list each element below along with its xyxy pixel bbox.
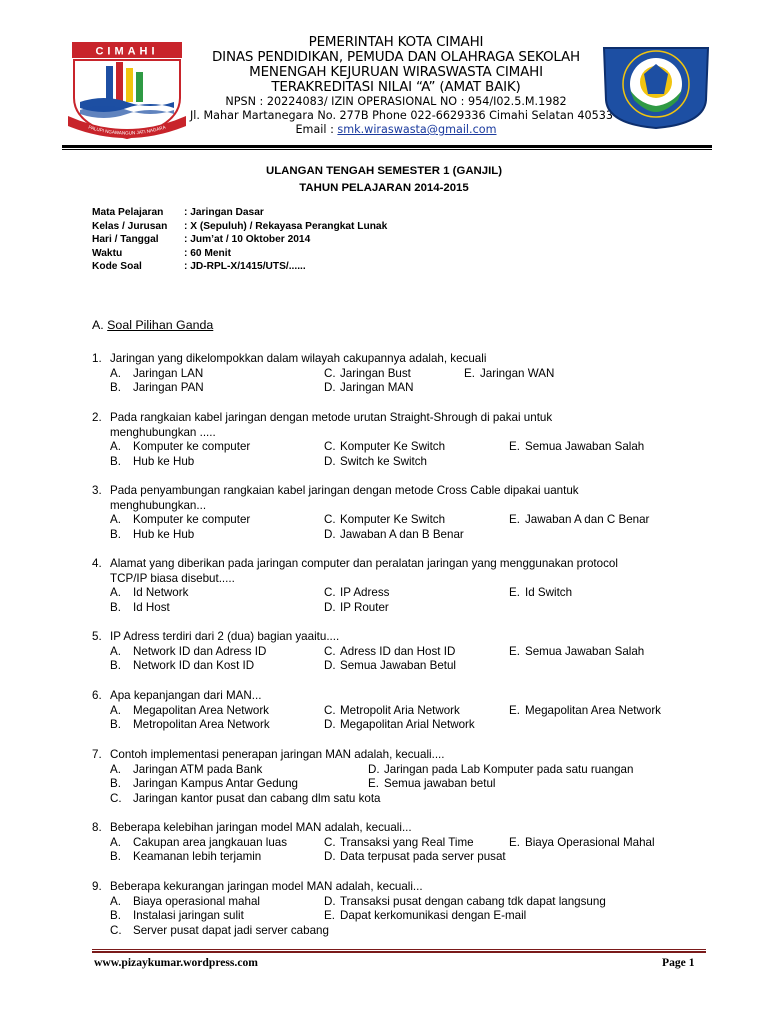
info-key: Kelas / Jurusan — [92, 220, 168, 232]
question-text: Jaringan yang dikelompokkan dalam wilayah cakupannya adalah, kecuali — [110, 352, 487, 365]
question-5: 5. IP Adress terdiri dari 2 (dua) bagian yaaitu.... A. Network ID dan Adress ID C. Adress ID dan Host ID E. Semua Jawaban Salah B. Network ID dan Kost ID D. Semua Jawaban Betul — [92, 630, 645, 673]
footer-page-number: Page 1 — [662, 956, 695, 969]
question-number: 5. — [92, 630, 102, 643]
question-text: Beberapa kelebihan jaringan model MAN adalah, kecuali... — [110, 821, 412, 834]
question-text: IP Adress terdiri dari 2 (dua) bagian yaaitu.... — [110, 630, 340, 643]
question-text: Alamat yang diberikan pada jaringan computer dan peralatan jaringan yang menggunakan protocol — [110, 557, 618, 570]
question-9: 9. Beberapa kekurangan jaringan model MAN adalah, kecuali... A. Biaya operasional mahal D. Transaksi pusat dengan cabang tdk dapat langsung B. Instalasi jaringan sulit E. Dapat kerkomunikasi dengan E-mail C. Server pusat dapat jadi server cabang — [92, 880, 606, 937]
info-value: : X (Sepuluh) / Rekayasa Perangkat Lunak — [184, 220, 388, 232]
info-key: Waktu — [92, 247, 123, 259]
exam-title — [0, 163, 768, 197]
logo-title-text: CIMAHI — [95, 45, 159, 58]
question-number: 7. — [92, 748, 102, 761]
question-8: 8. Beberapa kelebihan jaringan model MAN adalah, kecuali... A. Cakupan area jangkauan luas C. Transaksi yang Real Time E. Biaya Operasional Mahal B. Keamanan lebih terjamin D. Data terpusat pada server pusat — [92, 821, 655, 864]
letterhead-line-3: MENENGAH KEJURUAN WIRASWASTA CIMAHI — [249, 64, 543, 80]
question-number: 2. — [92, 411, 102, 424]
letterhead-line-1: PEMERINTAH KOTA CIMAHI — [308, 34, 484, 50]
cimahi-city-logo — [66, 42, 188, 142]
info-value: : JD-RPL-X/1415/UTS/...... — [184, 261, 306, 272]
info-value: : Jum’at / 10 Oktober 2014 — [184, 234, 311, 245]
question-text: Pada penyambungan rangkaian kabel jaringan dengan metode Cross Cable dipakai uantuk — [110, 484, 579, 497]
info-value: : 60 Menit — [184, 247, 231, 259]
question-number: 3. — [92, 484, 102, 497]
logo-ribbon-text: PALUPI NGAWANGUN JATI NAGARA — [87, 124, 167, 136]
section-letter: A. — [92, 318, 104, 332]
question-text: Pada rangkaian kabel jaringan dengan metode urutan Straight-Shrough di pakai untuk — [110, 411, 553, 424]
question-text-cont: TCP/IP biasa disebut..... — [110, 571, 235, 585]
question-6: 6. Apa kepanjangan dari MAN... A. Megapolitan Area Network C. Metropolit Aria Network E. Megapolitan Area Network B. Metropolitan Area Network D. Megapolitan Arial Network — [92, 689, 661, 732]
letterhead-email-line — [190, 123, 602, 137]
question-4: 4. Alamat yang diberikan pada jaringan computer dan peralatan jaringan yang menggunakan protocol TCP/IP biasa disebut..... A. Id Network C. IP Adress E. Id Switch B. Id Host D. IP Router — [92, 557, 618, 614]
question-number: 6. — [92, 689, 102, 702]
exam-title-line-2: TAHUN PELAJARAN 2014-2015 — [299, 182, 469, 194]
question-text: Apa kepanjangan dari MAN... — [110, 689, 262, 702]
question-number: 1. — [92, 352, 102, 365]
letterhead — [190, 34, 613, 137]
question-3: 3. Pada penyambungan rangkaian kabel jaringan dengan metode Cross Cable dipakai uantuk menghubungkan... A. Komputer ke computer C. Komputer Ke Switch E. Jawaban A dan C Benar B. Hub ke Hub D. Jawaban A dan B Benar — [92, 484, 650, 541]
footer-rule — [92, 949, 706, 950]
question-number: 4. — [92, 557, 102, 570]
letterhead-line-2: DINAS PENDIDIKAN, PEMUDA DAN OLAHRAGA SEKOLAH — [211, 49, 580, 65]
letterhead-line-4: TERAKREDITASI NILAI “A” (AMAT BAIK) — [271, 79, 521, 95]
info-key: Hari / Tanggal — [92, 234, 159, 245]
question-2: 2. Pada rangkaian kabel jaringan dengan metode urutan Straight-Shrough di pakai untuk menghubungkan ..... A. Komputer ke computer C. Komputer Ke Switch E. Semua Jawaban Salah B. Hub ke Hub D. Switch ke Switch — [92, 411, 645, 468]
footer-website[interactable]: www.pizaykumar.wordpress.com — [94, 956, 258, 969]
footer-rule-thick — [92, 951, 706, 953]
letterhead-npsn: NPSN : 20224083/ IZIN OPERASIONAL NO : 954/I02.5.M.1982 — [225, 95, 567, 108]
question-text: Contoh implementasi penerapan jaringan MAN adalah, kecuali.... — [110, 748, 445, 761]
section-header — [92, 318, 213, 332]
email-link[interactable]: smk.wiraswasta@gmail.com — [337, 123, 497, 136]
letterhead-rule-thick — [62, 145, 712, 148]
info-value: : Jaringan Dasar — [184, 207, 264, 218]
question-7: 7. Contoh implementasi penerapan jaringan MAN adalah, kecuali.... A. Jaringan ATM pada Bank D. Jaringan pada Lab Komputer pada satu ruangan B. Jaringan Kampus Antar Gedung E. Semua jawaban betul C. Jaringan kantor pusat dan cabang dlm satu kota — [92, 748, 634, 805]
question-text-cont: menghubungkan... — [110, 498, 207, 512]
question-1: 1. Jaringan yang dikelompokkan dalam wilayah cakupannya adalah, kecuali A. Jaringan LAN C. Jaringan Bust E. Jaringan WAN B. Jaringan PAN D. Jaringan MAN — [92, 352, 555, 395]
section-title: Soal Pilihan Ganda — [107, 318, 214, 332]
tut-wuri-handayani-logo — [600, 44, 712, 130]
question-number: 8. — [92, 821, 102, 834]
question-text-cont: menghubungkan ..... — [110, 425, 216, 439]
email-label: Email : — [295, 123, 338, 136]
exam-title-line-1: ULANGAN TENGAH SEMESTER 1 (GANJIL) — [265, 165, 503, 177]
letterhead-rule-thin — [62, 149, 712, 150]
question-text: Beberapa kekurangan jaringan model MAN adalah, kecuali... — [110, 880, 423, 893]
info-key: Kode Soal — [92, 261, 142, 272]
question-number: 9. — [92, 880, 102, 893]
info-key: Mata Pelajaran — [92, 207, 164, 218]
letterhead-address: Jl. Mahar Martanegara No. 277B Phone 022-6629336 Cimahi Selatan 40533 — [190, 109, 613, 122]
